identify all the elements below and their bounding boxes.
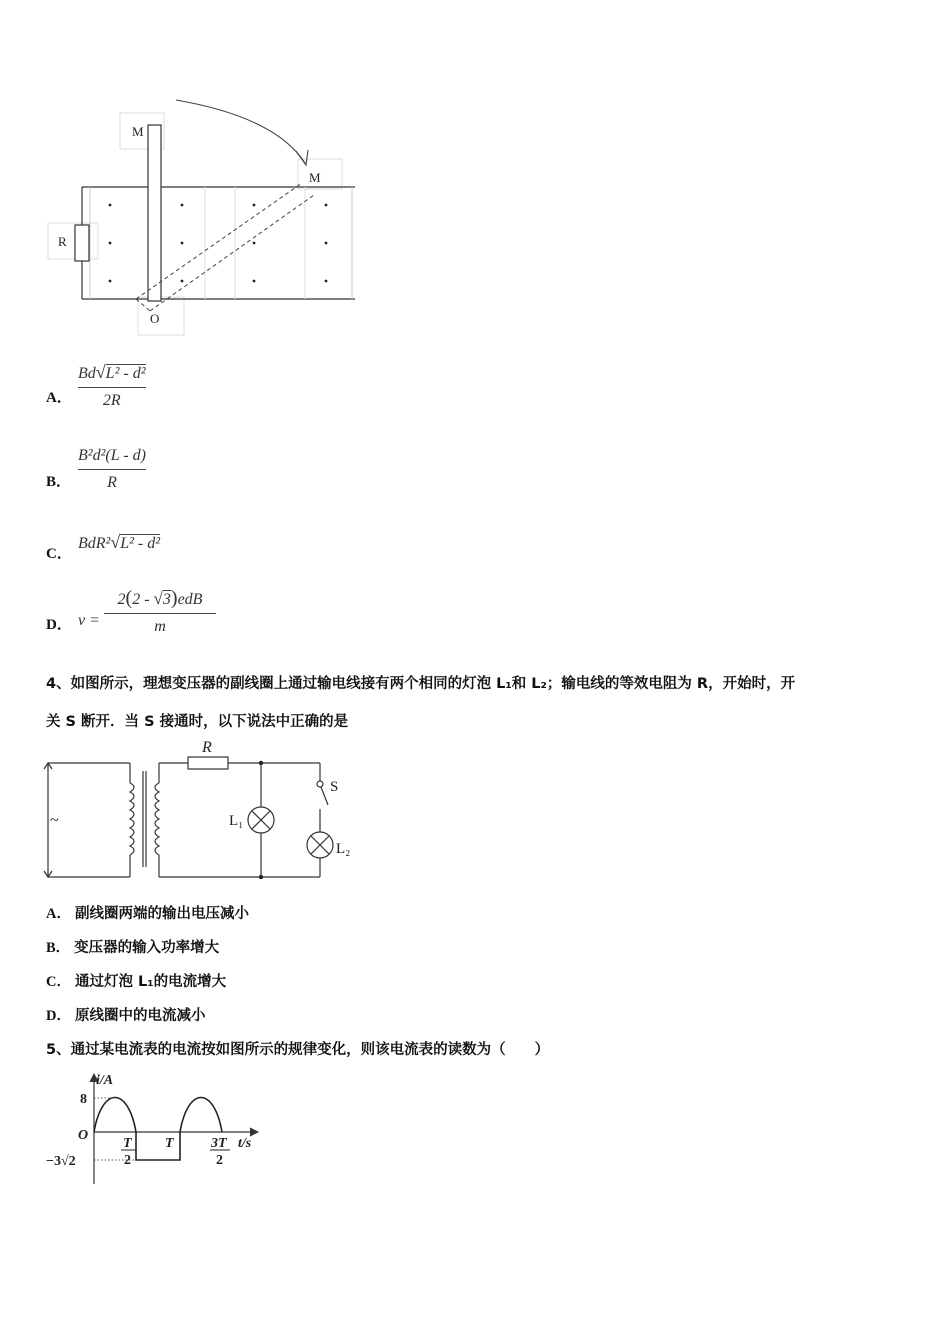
option-a-label: A． bbox=[46, 390, 72, 406]
transformer-circuit bbox=[40, 735, 370, 885]
q4-choice-a-text: 副线圈两端的输出电压减小 bbox=[74, 906, 249, 922]
option-d-num-rad: 3 bbox=[162, 591, 171, 608]
q4-choice-c-label: C． bbox=[46, 974, 71, 990]
graph-y-neg: −3√2 bbox=[46, 1154, 76, 1169]
label-m-right: M bbox=[309, 170, 321, 185]
option-c-prefix: BdR² bbox=[78, 535, 111, 552]
option-d-num-prefix: 2 bbox=[117, 591, 126, 608]
question-4-line-2: 关 S 断开．当 S 接通时，以下说法中正确的是 bbox=[46, 714, 349, 730]
q4-choice-b-label: B． bbox=[46, 940, 71, 956]
graph-y-label: i/A bbox=[96, 1073, 114, 1088]
label-o: O bbox=[150, 311, 160, 326]
graph-t-half-num: T bbox=[123, 1136, 132, 1151]
graph-origin: O bbox=[78, 1128, 89, 1143]
circuit-label-l1: L₁ bbox=[229, 813, 244, 829]
option-c-rad: L² - d² bbox=[120, 535, 161, 552]
option-c-label: C． bbox=[46, 546, 72, 562]
circuit-label-l2: L₂ bbox=[336, 841, 351, 857]
question-4-text-1: 如图所示，理想变压器的副线圈上通过输电线接有两个相同的灯泡 L₁和 L₂；输电线的等效电阻为 R，开始时，开 bbox=[70, 676, 796, 692]
option-d-lhs: v = bbox=[78, 612, 100, 629]
current-time-graph bbox=[44, 1066, 269, 1186]
option-b-den: R bbox=[107, 474, 117, 491]
field-dots bbox=[109, 204, 328, 283]
question-4-number: 4、 bbox=[46, 676, 71, 692]
graph-t-3half-num: 3T bbox=[211, 1136, 227, 1151]
q4-choice-d[interactable] bbox=[46, 1004, 205, 1025]
option-c-expr: BdR²√L² - d² bbox=[78, 532, 161, 552]
graph-t-half-den: 2 bbox=[124, 1153, 131, 1168]
question-5-number: 5、 bbox=[46, 1042, 71, 1058]
circuit-label-r: R bbox=[202, 739, 212, 756]
q4-choice-b[interactable] bbox=[46, 936, 219, 957]
graph-x-label: t/s bbox=[238, 1136, 252, 1151]
q4-choice-a-label: A． bbox=[46, 906, 71, 922]
option-a-den: 2R bbox=[102, 392, 121, 409]
option-d-fraction: 2(2 - √3)edB m bbox=[104, 588, 216, 637]
option-d-den: m bbox=[154, 618, 166, 635]
option-a-num-prefix: Bd bbox=[78, 365, 96, 382]
option-b-num: B²d²(L - d) bbox=[78, 447, 146, 464]
option-d-num-inner: 2 - bbox=[132, 591, 154, 608]
option-b-fraction bbox=[78, 446, 146, 493]
option-a-num-rad: L² - d² bbox=[105, 365, 146, 382]
question-5-text: 通过某电流表的电流按如图所示的规律变化，则该电流表的读数为（ ） bbox=[70, 1042, 550, 1058]
q4-choice-b-text: 变压器的输入功率增大 bbox=[74, 940, 220, 956]
q4-choice-c-text: 通过灯泡 L₁的电流增大 bbox=[74, 974, 227, 990]
graph-t-full: T bbox=[165, 1136, 174, 1151]
circuit-label-s: S bbox=[330, 779, 339, 795]
option-d-label: D． bbox=[46, 617, 72, 633]
label-r: R bbox=[58, 234, 67, 249]
label-m-top: M bbox=[132, 124, 144, 139]
q4-choice-d-text: 原线圈中的电流减小 bbox=[74, 1008, 206, 1024]
graph-t-3half-den: 2 bbox=[216, 1153, 223, 1168]
option-a-fraction: Bd√L² - d² 2R bbox=[78, 362, 146, 409]
q4-choice-d-label: D． bbox=[46, 1008, 71, 1024]
option-d-num-suffix: edB bbox=[177, 591, 203, 608]
option-b-label: B． bbox=[46, 474, 72, 490]
q4-choice-c[interactable] bbox=[46, 970, 226, 991]
graph-y-pos: 8 bbox=[80, 1092, 87, 1107]
circuit-label-source: ~ bbox=[50, 812, 59, 829]
question-4-line-1 bbox=[46, 672, 795, 693]
question-5-line bbox=[46, 1038, 549, 1059]
rod-field-figure bbox=[40, 95, 370, 345]
q4-choice-a[interactable] bbox=[46, 902, 249, 923]
